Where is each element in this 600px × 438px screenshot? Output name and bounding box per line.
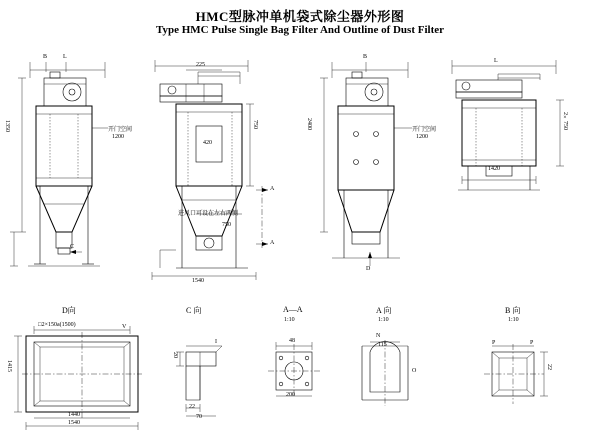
- rear-mark-b: B: [363, 54, 368, 60]
- front-mark-l: L: [63, 54, 67, 60]
- side-dim-bottom: 1540: [192, 278, 204, 284]
- d-view-dim-bottom2: 1540: [68, 420, 80, 426]
- front-door-space-dim: 1200: [112, 134, 124, 140]
- c-view-dim3: 70: [196, 414, 202, 420]
- drawing-title-cn: HMC型脉冲单机袋式除尘器外形图: [195, 9, 405, 24]
- side-inlet-note: 进风口可设在左右两侧: [178, 211, 239, 217]
- d-view-mark: V: [122, 324, 127, 330]
- c-view-dim2: 22: [189, 404, 195, 410]
- side-dim-mid: 750: [252, 120, 258, 129]
- detail-title-c: C 向: [186, 306, 202, 315]
- side-dim-750: 750: [222, 222, 231, 228]
- rear-door-space-dim: 1200: [416, 134, 428, 140]
- side-mark-a-top: A: [270, 186, 275, 192]
- detail-title-a: A 向: [376, 306, 392, 315]
- detail-title-b: B 向: [505, 306, 521, 315]
- rear-mark-d: D: [366, 266, 371, 272]
- a-view-dim1: 115: [378, 342, 387, 348]
- front-mark-b: B: [43, 54, 48, 60]
- aa-dim1: 48: [289, 338, 295, 344]
- detail-scale-b: 1:10: [508, 317, 519, 323]
- detail-scale-aa: 1:10: [284, 317, 295, 323]
- c-view-dim1: 20: [172, 352, 178, 358]
- c-view-mark: I: [215, 339, 217, 345]
- right-dim-bottom: 1420: [488, 166, 500, 172]
- b-view-dim1: 22: [546, 364, 552, 370]
- detail-title-aa: A—A: [283, 305, 303, 314]
- aa-dim2: 200: [286, 392, 295, 398]
- side-dim-top: 225: [196, 62, 205, 68]
- b-view-mark-p-left: P: [492, 340, 496, 346]
- d-view-dim-top: □2×150a(1500): [38, 322, 76, 328]
- d-view-dim-left: 1415: [6, 360, 12, 372]
- rear-door-space-label: 开门空间: [412, 127, 437, 133]
- front-mark-c: C: [70, 244, 75, 250]
- d-view-dim-bottom1: 1440: [68, 412, 80, 418]
- right-dim-right: 2×750: [562, 112, 568, 130]
- a-view-mark-o: O: [412, 368, 417, 374]
- rear-dim-height: 2400: [306, 118, 312, 130]
- detail-scale-a: 1:10: [378, 317, 389, 323]
- a-view-mark-n: N: [376, 333, 381, 339]
- detail-title-d: D向: [62, 306, 76, 315]
- drawing-title-en: Type HMC Pulse Single Bag Filter And Outline of Dust Filter: [155, 24, 445, 36]
- side-mark-a-bottom: A: [270, 240, 275, 246]
- b-view-mark-p-right: P: [530, 340, 534, 346]
- front-dim-height: 1350: [4, 120, 10, 132]
- front-door-space-label: 开门空间: [108, 127, 133, 133]
- right-mark-l: L: [494, 58, 498, 64]
- side-dim-inner: 420: [203, 140, 212, 146]
